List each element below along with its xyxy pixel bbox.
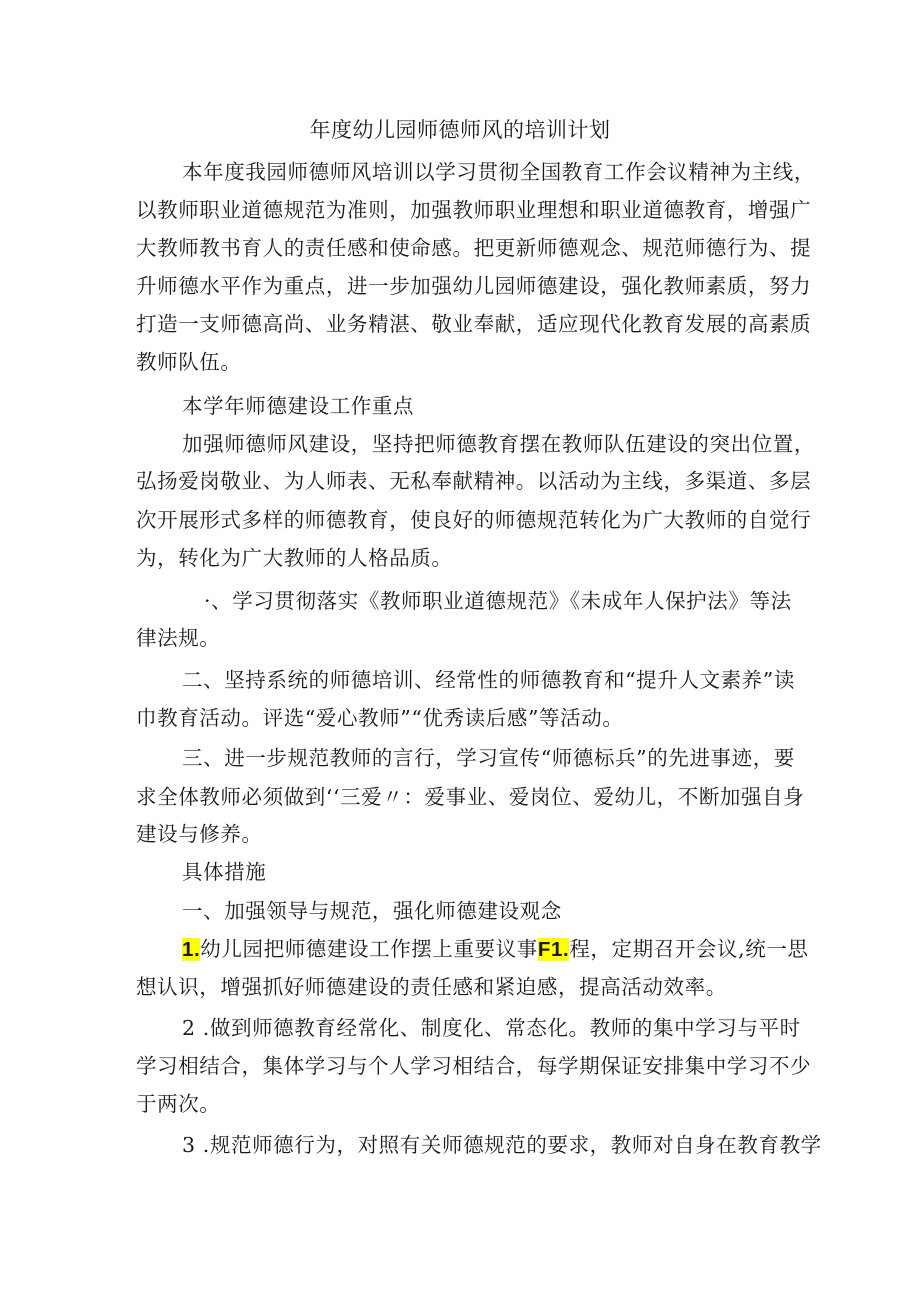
paragraph-line: 打造一支师德高尚、业务精湛、敬业奉献，适应现代化教育发展的高素质 (136, 312, 812, 336)
paragraph-line: 于两次。 (136, 1092, 221, 1116)
list-item-line: 三、进一步规范教师的言行，学习宣传“师德标兵”的先进事迹，要 (182, 746, 795, 770)
document-title: 年度幼儿园师德师风的培训计划 (309, 118, 611, 142)
paragraph-line: 学习相结合，集体学习与个人学习相结合，每学期保证安排集中学习不少 (136, 1054, 812, 1078)
list-item-line: 巾教育活动。评选“爱心教师”“优秀读后感”等活动。 (136, 706, 624, 730)
measure-line: 3 .规范师德行为，对照有关师德规范的要求，教师对自身在教育教学 (182, 1133, 822, 1157)
list-item-line: 建设与修养。 (136, 822, 263, 846)
paragraph-line: 弘扬爱岗敬业、为人师表、无私奉献精神。以活动为主线，多渠道、多层 (136, 469, 812, 493)
section-heading: 具体措施 (182, 860, 267, 884)
subsection-heading: 一、加强领导与规范，强化师德建设观念 (182, 899, 562, 923)
paragraph-line: 教师队伍。 (136, 350, 242, 374)
highlighted-number: 1. (182, 938, 201, 961)
measure-text: 幼儿园把师德建设工作摆上重要议事 (200, 937, 538, 961)
paragraph-line: 次开展形式多样的师德教育，使良好的师德规范转化为广大教师的自觉行 (136, 508, 812, 532)
measure-line (182, 935, 809, 964)
highlighted-number: F1. (537, 938, 570, 961)
paragraph-line: 本年度我园师德师风培训以学习贯彻全国教育工作会议精神为主线， (182, 160, 815, 184)
measure-line: 2 .做到师德教育经常化、制度化、常态化。教师的集中学习与平时 (182, 1016, 801, 1040)
measure-text: 程，定期召开会议,统一思 (569, 937, 809, 961)
list-item-line: 求全体教师必须做到‘‘三爱〃：爱事业、爱岗位、爱幼儿，不断加强自身 (136, 785, 805, 809)
list-item-line: 二、坚持系统的师德培训、经常性的师德教育和“提升人文素养”读 (182, 668, 795, 692)
list-item-line: 律法规。 (136, 626, 221, 650)
paragraph-line: 以教师职业道德规范为准则，加强教师职业理想和职业道德教育，增强广 (136, 198, 812, 222)
paragraph-line: 升师德水平作为重点，进一步加强幼儿园师德建设，强化教师素质，努力 (136, 274, 812, 298)
measure-text (538, 938, 569, 961)
section-heading: 本学年师德建设工作重点 (182, 394, 415, 418)
paragraph-line: 加强师德师风建设，坚持把师德教育摆在教师队伍建设的突出位置， (182, 432, 815, 456)
list-item-line: ·、学习贯彻落实《教师职业道德规范》《未成年人保护法》等法 (204, 589, 792, 613)
paragraph-line: 大教师教书育人的责任感和使命感。把更新师德观念、规范师德行为、提 (136, 236, 812, 260)
paragraph-line: 为，转化为广大教师的人格品质。 (136, 546, 453, 570)
paragraph-line: 想认识，增强抓好师德建设的责任感和紧迫感，提高活动效率。 (136, 975, 727, 999)
